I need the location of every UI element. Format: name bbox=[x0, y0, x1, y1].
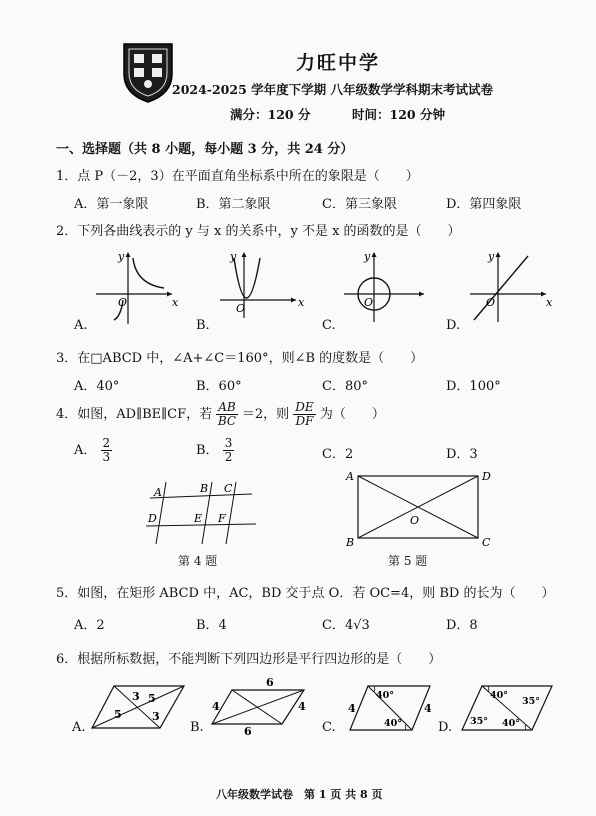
q3-option-d: D．100° bbox=[446, 379, 501, 394]
label-4: 4 bbox=[298, 700, 306, 713]
origin-label: O bbox=[486, 296, 496, 309]
label-5: 5 bbox=[148, 692, 156, 705]
point-d-label: D bbox=[482, 470, 491, 483]
q6-figure-d bbox=[456, 680, 556, 736]
question-1-stem: 1．点 P（－2，3）在平面直角坐标系中所在的象限是（ ） bbox=[56, 169, 419, 184]
q4-fraction-ab-bc: $\frac{AB}{BC}$ bbox=[217, 400, 237, 428]
q3-option-b: B．60° bbox=[196, 379, 242, 394]
label-6: 6 bbox=[244, 725, 252, 738]
q1-option-a: A．第一象限 bbox=[74, 197, 149, 212]
figure-5 bbox=[340, 466, 496, 548]
label-4: 4 bbox=[212, 700, 220, 713]
axis-y-label: y bbox=[364, 250, 371, 263]
figure-5-caption: 第 5 题 bbox=[388, 554, 428, 568]
q4-stem-pre: 4．如图，AD∥BE∥CF，若 bbox=[56, 407, 213, 422]
q4-option-d: D．3 bbox=[446, 447, 478, 462]
q3-option-a: A．40° bbox=[74, 379, 120, 394]
q6-figure-c bbox=[344, 680, 436, 736]
axis-x-label: x bbox=[298, 296, 305, 309]
q1-option-c: C．第三象限 bbox=[322, 197, 397, 212]
q6-label-d: D. bbox=[438, 720, 453, 735]
point-a-label: A bbox=[154, 486, 162, 499]
page-footer: 八年级数学试卷 第 1 页 共 8 页 bbox=[216, 788, 383, 801]
angle-label: 40° bbox=[376, 690, 394, 701]
angle-label: 40° bbox=[490, 690, 508, 701]
q6-figure-a bbox=[90, 678, 188, 734]
full-score: 满分：120 分 bbox=[230, 107, 311, 122]
angle-label: 35° bbox=[470, 716, 488, 727]
axis-y-label: y bbox=[488, 250, 495, 263]
q1-option-b: B．第二象限 bbox=[196, 197, 271, 212]
figure-4 bbox=[140, 476, 260, 548]
q2-graph-a bbox=[92, 248, 182, 328]
axis-y-label: y bbox=[230, 250, 237, 263]
origin-label: O bbox=[364, 296, 374, 309]
q3-option-c: C．80° bbox=[322, 379, 368, 394]
point-o-label: O bbox=[410, 514, 420, 527]
point-b-label: B bbox=[346, 536, 355, 549]
angle-label: 35° bbox=[522, 696, 540, 707]
question-3-stem: 3．在□ABCD 中，∠A+∠C＝160°，则∠B 的度数是（ ） bbox=[56, 351, 424, 366]
q2-label-b: B. bbox=[196, 318, 210, 333]
label-3: 3 bbox=[132, 690, 140, 703]
q2-graph-b bbox=[216, 248, 306, 328]
q4-fraction-de-df: $\frac{DE}{DF}$ bbox=[295, 400, 314, 428]
axis-y-label: y bbox=[118, 250, 125, 263]
angle-label: 40° bbox=[502, 718, 520, 729]
point-f-label: F bbox=[218, 512, 226, 525]
q5-option-c: C．4√3 bbox=[322, 618, 370, 633]
label-3: 3 bbox=[152, 710, 160, 723]
school-logo bbox=[120, 40, 176, 104]
origin-label: O bbox=[236, 302, 246, 315]
q4-stem-post: 为（ ） bbox=[319, 407, 385, 422]
origin-label: O bbox=[118, 296, 128, 309]
question-4-stem bbox=[56, 400, 385, 430]
q2-graph-d bbox=[466, 248, 556, 328]
q4-option-c: C．2 bbox=[322, 447, 354, 462]
q2-label-d: D. bbox=[446, 318, 461, 333]
point-c-label: C bbox=[482, 536, 491, 549]
axis-x-label: x bbox=[172, 296, 179, 309]
point-c-label: C bbox=[224, 482, 233, 495]
q1-option-d: D．第四象限 bbox=[446, 197, 522, 212]
q6-label-b: B. bbox=[190, 720, 204, 735]
q2-graph-c bbox=[340, 248, 430, 328]
question-6-stem: 6．根据所标数据，不能判断下列四边形是平行四边形的是（ ） bbox=[56, 652, 442, 667]
section-title: 一、选择题（共 8 小题，每小题 3 分，共 24 分） bbox=[56, 142, 354, 157]
q6-figure-b bbox=[208, 674, 308, 736]
question-5-stem: 5．如图，在矩形 ABCD 中，AC，BD 交于点 O．若 OC=4，则 BD 的长为（ ） bbox=[56, 586, 555, 601]
question-2-stem: 2．下列各曲线表示的 y 与 x 的关系中，y 不是 x 的函数的是（ ） bbox=[56, 224, 461, 239]
side-label: 4 bbox=[348, 702, 356, 715]
label-5: 5 bbox=[114, 708, 122, 721]
angle-label: 40° bbox=[384, 718, 402, 729]
axis-x-label: x bbox=[546, 296, 553, 309]
q2-label-a: A. bbox=[74, 318, 88, 333]
point-e-label: E bbox=[194, 512, 203, 525]
q4-stem-mid: ＝2，则 bbox=[241, 407, 290, 422]
school-name: 力旺中学 bbox=[296, 52, 381, 74]
q5-option-d: D．8 bbox=[446, 618, 478, 633]
exam-title: 2024-2025 学年度下学期 八年级数学学科期末考试试卷 bbox=[172, 82, 493, 97]
side-label: 4 bbox=[424, 702, 432, 715]
figure-4-caption: 第 4 题 bbox=[178, 554, 218, 568]
q6-label-a: A. bbox=[72, 720, 86, 735]
q5-option-a: A．2 bbox=[74, 618, 105, 633]
q4-option-a: A． $\frac{2}{3}$ bbox=[74, 436, 111, 464]
exam-time: 时间：120 分钟 bbox=[352, 107, 445, 122]
q4-option-b: B． $\frac{3}{2}$ bbox=[196, 436, 233, 464]
point-d-label: D bbox=[148, 512, 157, 525]
label-6: 6 bbox=[266, 676, 274, 689]
point-a-label: A bbox=[346, 470, 354, 483]
q5-option-b: B．4 bbox=[196, 618, 227, 633]
point-b-label: B bbox=[200, 482, 209, 495]
q2-label-c: C. bbox=[322, 318, 336, 333]
q6-label-c: C. bbox=[322, 720, 336, 735]
